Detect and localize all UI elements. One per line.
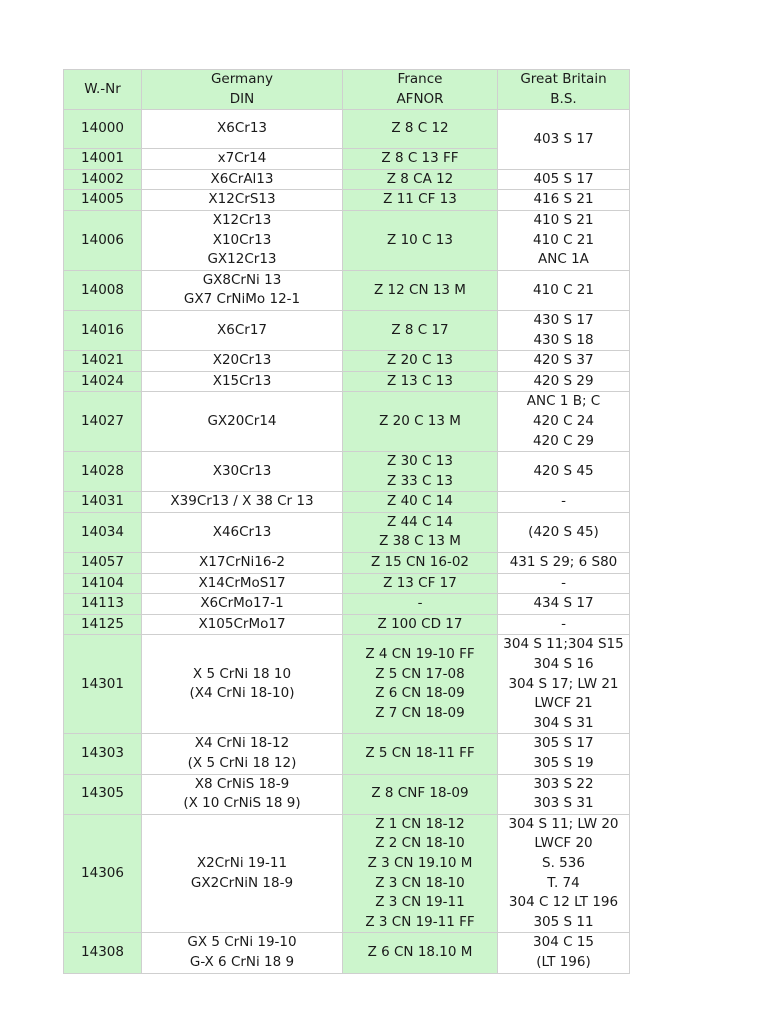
cell-bs	[498, 635, 630, 734]
cell-line: 431 S 29; 6 S80	[509, 554, 618, 571]
cell-wnr	[64, 933, 142, 973]
cell-line: S. 536	[542, 854, 585, 871]
cell-bs	[498, 452, 630, 492]
cell-line: 304 C 15	[533, 934, 594, 951]
cell-bs	[498, 512, 630, 552]
cell-bs	[498, 553, 630, 574]
cell-afnor	[343, 774, 498, 814]
cell-line: 305 S 19	[533, 755, 594, 771]
cell-afnor	[343, 734, 498, 774]
table-row	[64, 635, 630, 734]
cell-line: Z 11 CF 13	[383, 191, 457, 208]
cell-line: X39Cr13 / X 38 Cr 13	[170, 493, 314, 510]
cell-line: LWCF 21	[534, 695, 593, 712]
cell-din	[142, 190, 343, 211]
table-row	[64, 553, 630, 574]
cell-wnr	[64, 351, 142, 372]
cell-line: 304 S 11; LW 20	[508, 815, 619, 832]
cell-wnr	[64, 635, 142, 734]
table-row	[64, 814, 630, 933]
cell-wnr	[64, 210, 142, 270]
cell-line: Z 20 C 13	[387, 352, 453, 369]
cell-wnr	[64, 814, 142, 933]
cell-afnor	[343, 814, 498, 933]
cell-din	[142, 371, 343, 392]
cell-din	[142, 774, 343, 814]
cell-line: -	[561, 615, 566, 632]
cell-line: 14308	[81, 944, 124, 961]
cell-line: X6CrMo17-1	[200, 595, 284, 612]
cell-bs	[498, 351, 630, 372]
table-row	[64, 512, 630, 552]
cell-afnor	[343, 614, 498, 635]
cell-line: 420 S 29	[533, 372, 594, 389]
cell-afnor	[343, 310, 498, 350]
table-row	[64, 594, 630, 615]
cell-line: X15Cr13	[212, 372, 272, 389]
cell-line: 303 S 31	[533, 795, 594, 812]
cell-line: 420 S 45	[533, 462, 594, 479]
cell-din	[142, 614, 343, 635]
cell-line: 410 S 21	[533, 211, 594, 228]
table-row	[64, 169, 630, 190]
cell-line: X105CrMo17	[198, 615, 286, 632]
cell-din	[142, 310, 343, 350]
cell-line: Z 15 CN 16-02	[370, 554, 470, 571]
table-row	[64, 573, 630, 594]
cell-wnr	[64, 594, 142, 615]
cell-line: Z 33 C 13	[387, 472, 453, 489]
cell-line: 14000	[81, 120, 124, 137]
cell-din	[142, 635, 343, 734]
cell-bs	[498, 814, 630, 933]
cell-line: -	[417, 595, 423, 612]
cell-wnr	[64, 149, 142, 170]
cell-line: (420 S 45)	[528, 523, 599, 540]
cell-din	[142, 210, 343, 270]
cell-bs	[498, 210, 630, 270]
cell-wnr	[64, 774, 142, 814]
cell-line: GX12Cr13	[207, 251, 277, 268]
cell-line: X6Cr17	[217, 321, 267, 338]
cell-line: Z 13 C 13	[387, 372, 453, 389]
cell-line: x7Cr14	[217, 150, 267, 167]
cell-afnor	[343, 594, 498, 615]
cell-wnr	[64, 614, 142, 635]
table-row	[64, 734, 630, 774]
cell-din	[142, 270, 343, 310]
cell-wnr	[64, 553, 142, 574]
cell-line: ANC 1 B; C	[526, 393, 601, 410]
table-row	[64, 452, 630, 492]
cell-line: X46Cr13	[212, 523, 272, 540]
cell-line: Z 40 C 14	[387, 493, 453, 510]
table-row	[64, 774, 630, 814]
cell-din	[142, 594, 343, 615]
cell-line: GX7 CrNiMo 12-1	[183, 291, 301, 308]
cell-din	[142, 169, 343, 190]
cell-line: 14104	[81, 574, 124, 591]
cell-line: -	[561, 493, 566, 510]
cell-afnor	[343, 169, 498, 190]
cell-bs	[498, 614, 630, 635]
cell-afnor	[343, 452, 498, 492]
cell-bs	[498, 169, 630, 190]
cell-line: Z 10 C 13	[387, 231, 453, 248]
cell-din	[142, 933, 343, 973]
cell-line: X6Cr13	[217, 120, 267, 137]
cell-line: 305 S 11	[533, 913, 594, 930]
cell-line: 304 S 31	[533, 714, 594, 731]
cell-line: 303 S 22	[533, 775, 594, 792]
cell-din	[142, 149, 343, 170]
cell-afnor	[343, 351, 498, 372]
cell-line: X14CrMoS17	[198, 574, 286, 591]
cell-line: Z 8 C 13 FF	[381, 150, 459, 167]
table-row	[64, 351, 630, 372]
cell-afnor	[343, 933, 498, 973]
cell-line: Z 6 CN 18-09	[375, 685, 465, 702]
cell-line: 14028	[81, 462, 124, 479]
cell-afnor	[343, 635, 498, 734]
cell-line: Z 3 CN 18-10	[375, 874, 465, 891]
cell-din	[142, 392, 343, 452]
cell-line: Z 5 CN 17-08	[375, 665, 465, 682]
cell-bs	[498, 190, 630, 211]
cell-bs	[498, 310, 630, 350]
cell-line: 304 C 12 LT 196	[508, 894, 619, 911]
cell-line: 14306	[81, 864, 124, 881]
cell-afnor	[343, 573, 498, 594]
cell-line: X30Cr13	[212, 462, 272, 479]
cell-afnor	[343, 270, 498, 310]
cell-bs	[498, 110, 630, 170]
cell-din	[142, 814, 343, 933]
cell-line: GX 5 CrNi 19-10	[187, 934, 297, 951]
cell-line: X10Cr13	[212, 231, 272, 248]
cell-line: (LT 196)	[536, 953, 591, 970]
cell-wnr	[64, 190, 142, 211]
cell-line: 14125	[81, 615, 124, 632]
cell-line: GX8CrNi 13	[202, 271, 282, 288]
cell-din	[142, 512, 343, 552]
cell-afnor	[343, 392, 498, 452]
cell-line: 14016	[81, 321, 124, 338]
cell-line: (X 5 CrNi 18 12)	[187, 755, 297, 771]
cell-afnor	[343, 492, 498, 513]
cell-din	[142, 734, 343, 774]
table-body	[64, 110, 630, 973]
cell-line: Z 8 CA 12	[386, 170, 454, 187]
cell-wnr	[64, 270, 142, 310]
cell-line: (X4 CrNi 18-10)	[189, 685, 295, 702]
cell-line: 14027	[81, 412, 124, 429]
cell-bs	[498, 734, 630, 774]
cell-bs	[498, 573, 630, 594]
cell-wnr	[64, 573, 142, 594]
cell-line: 14021	[81, 352, 124, 369]
cell-bs	[498, 774, 630, 814]
cell-line: Z 44 C 14	[387, 513, 453, 530]
table-row	[64, 210, 630, 270]
cell-line: X2CrNi 19-11	[196, 854, 288, 871]
table-row	[64, 190, 630, 211]
cell-line: 14002	[81, 170, 124, 187]
table-row	[64, 614, 630, 635]
cell-line: 14031	[81, 493, 124, 510]
cell-line: T. 74	[547, 874, 580, 891]
cell-line: Z 100 CD 17	[377, 615, 463, 632]
cell-line: Z 4 CN 19-10 FF	[365, 646, 475, 663]
cell-wnr	[64, 169, 142, 190]
cell-line: Z 30 C 13	[387, 453, 453, 470]
cell-line: 420 C 29	[533, 432, 594, 449]
cell-line: 410 C 21	[533, 231, 594, 248]
header-germany: Germany DIN	[142, 70, 343, 110]
cell-wnr	[64, 452, 142, 492]
cell-afnor	[343, 149, 498, 170]
cell-line: LWCF 20	[534, 835, 593, 852]
cell-line: X17CrNi16-2	[199, 554, 285, 571]
cell-line: Z 20 C 13 M	[379, 412, 461, 429]
header-wnr: W.-Nr	[64, 70, 142, 110]
cell-wnr	[64, 310, 142, 350]
cell-wnr	[64, 492, 142, 513]
cell-afnor	[343, 512, 498, 552]
cell-line: GX2CrNiN 18-9	[190, 874, 294, 891]
cell-line: Z 8 C 12	[391, 120, 449, 137]
cell-line: 14057	[81, 554, 124, 571]
cell-din	[142, 553, 343, 574]
table-row	[64, 310, 630, 350]
table-row	[64, 392, 630, 452]
cell-wnr	[64, 371, 142, 392]
cell-line: 14113	[81, 595, 124, 612]
cell-line: GX20Cr14	[207, 412, 277, 429]
cell-line: 430 S 17	[533, 311, 594, 328]
cell-afnor	[343, 553, 498, 574]
cell-line: (X 10 CrNiS 18 9)	[183, 795, 301, 812]
cell-din	[142, 492, 343, 513]
cell-bs	[498, 392, 630, 452]
table-row	[64, 270, 630, 310]
cell-din	[142, 110, 343, 149]
cell-line: 14301	[81, 675, 124, 692]
cell-din	[142, 351, 343, 372]
cell-line: 420 S 37	[533, 352, 594, 369]
cell-line: Z 5 CN 18-11 FF	[365, 745, 475, 762]
cell-line: X20Cr13	[212, 352, 272, 369]
cell-line: Z 2 CN 18-10	[375, 835, 465, 852]
cell-bs	[498, 933, 630, 973]
cell-line: 14008	[81, 281, 124, 298]
cell-line: Z 12 CN 13 M	[374, 281, 466, 298]
cell-bs	[498, 594, 630, 615]
cell-wnr	[64, 512, 142, 552]
cell-wnr	[64, 392, 142, 452]
cell-line: Z 8 C 17	[391, 321, 449, 338]
cell-line: X6CrAl13	[210, 170, 274, 187]
cell-line: 14034	[81, 523, 124, 540]
cell-line: X4 CrNi 18-12	[194, 735, 290, 752]
header-row	[64, 70, 630, 110]
cell-afnor	[343, 371, 498, 392]
cell-wnr	[64, 734, 142, 774]
cell-line: Z 38 C 13 M	[379, 533, 461, 550]
table-row	[64, 371, 630, 392]
cell-line: X8 CrNiS 18-9	[194, 775, 290, 792]
table-row	[64, 933, 630, 973]
cell-line: Z 3 CN 19-11	[375, 894, 465, 911]
cell-wnr	[64, 110, 142, 149]
cell-line: ANC 1A	[538, 251, 589, 268]
cell-line: Z 1 CN 18-12	[375, 815, 465, 832]
cell-line: 403 S 17	[533, 130, 594, 147]
cell-line: 14005	[81, 191, 124, 208]
cell-line: Z 3 CN 19.10 M	[367, 854, 473, 871]
cell-line: 405 S 17	[533, 170, 594, 187]
cell-line: 420 C 24	[533, 412, 594, 429]
cell-afnor	[343, 210, 498, 270]
cell-line: 416 S 21	[533, 191, 594, 208]
header-great-britain: Great Britain B.S.	[498, 70, 630, 110]
cell-bs	[498, 270, 630, 310]
cell-line: 14303	[81, 745, 124, 762]
cell-line: X12CrS13	[208, 191, 276, 208]
table-row	[64, 110, 630, 149]
cell-din	[142, 573, 343, 594]
cell-line: 434 S 17	[533, 595, 594, 612]
cell-line: 14305	[81, 785, 124, 802]
table-row	[64, 492, 630, 513]
cell-line: Z 6 CN 18.10 M	[367, 944, 473, 961]
header-france: France AFNOR	[343, 70, 498, 110]
cell-line: 14001	[81, 150, 124, 167]
cell-line: 410 C 21	[533, 281, 594, 298]
cell-din	[142, 452, 343, 492]
cell-line: 304 S 17; LW 21	[508, 675, 619, 692]
cell-line: 304 S 11;304 S15	[503, 636, 624, 653]
cell-line: 305 S 17	[533, 735, 594, 752]
cell-bs	[498, 371, 630, 392]
cell-line: 14024	[81, 372, 124, 389]
cell-line: G-X 6 CrNi 18 9	[189, 953, 295, 970]
cell-line: Z 3 CN 19-11 FF	[365, 913, 475, 930]
cell-line: X12Cr13	[212, 211, 272, 228]
cell-bs	[498, 492, 630, 513]
steel-grades-table	[63, 69, 630, 974]
cell-line: 304 S 16	[533, 656, 594, 673]
cell-line: Z 13 CF 17	[383, 574, 457, 591]
cell-afnor	[343, 110, 498, 149]
cell-line: Z 7 CN 18-09	[375, 705, 465, 722]
cell-line: X 5 CrNi 18 10	[192, 665, 292, 682]
cell-line: 430 S 18	[533, 331, 594, 348]
cell-afnor	[343, 190, 498, 211]
cell-line: Z 8 CNF 18-09	[371, 785, 469, 802]
cell-line: -	[561, 574, 566, 591]
cell-line: 14006	[81, 231, 124, 248]
